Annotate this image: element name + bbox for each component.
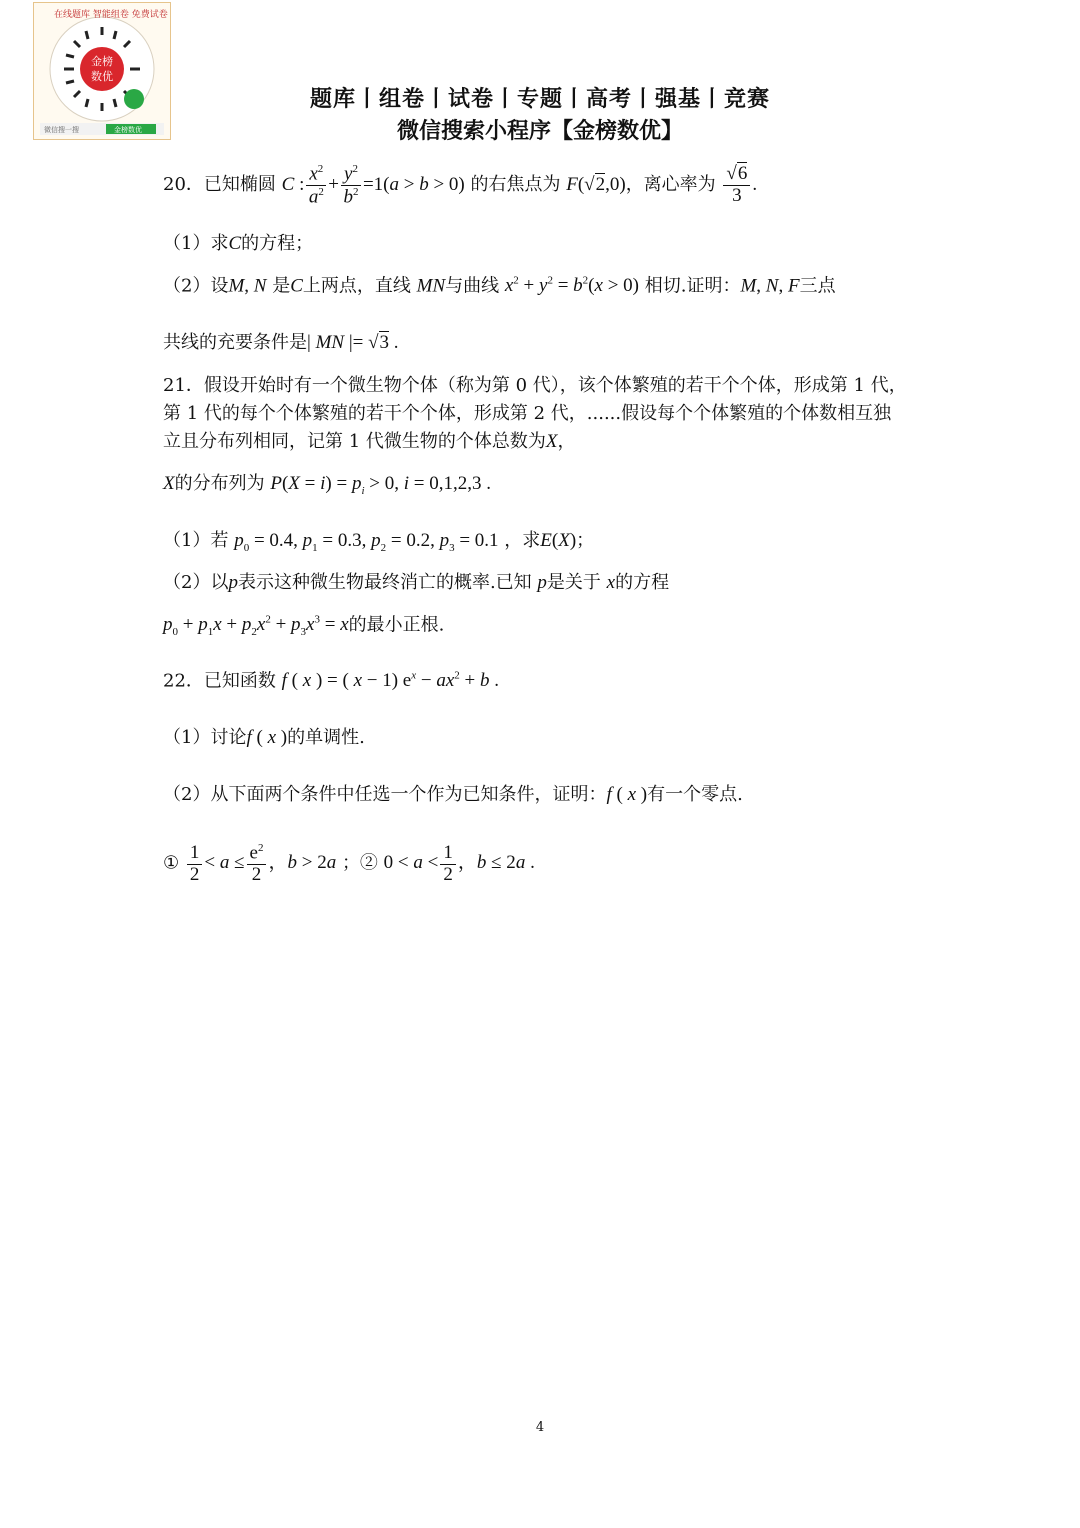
- q22-conditions: ① $\frac{1}{2}$ < a ≤ $\frac{e^2}{2}$ ，b > 2a ；② 0 < a < $\frac{1}{2}$ ，b ≤ 2a .: [163, 841, 535, 886]
- q21-line3: 立且分布列相同，记第 1 代微生物的个体总数为X，: [163, 431, 576, 452]
- q20-part1: （1）求C的方程；: [163, 233, 314, 254]
- logo-search-label: 金榜数优: [114, 126, 142, 134]
- q20-part2-cont: 共线的充要条件是| MN |= √3 .: [163, 332, 399, 353]
- q21-line2: 第 1 代的每个个体繁殖的若干个个体，形成第 2 代，......假设每个个体繁殖的个体数相互独: [163, 403, 892, 424]
- q21-line1: 21．假设开始时有一个微生物个体（称为第 0 代），该个体繁殖的若干个个体，形成第 1 代，: [163, 375, 907, 396]
- q22-stem: 22．已知函数 f ( x ) = ( x − 1) $e^x - ax^2 + b$ .: [163, 670, 499, 692]
- q22-part1: （1）讨论f ( x )的单调性.: [163, 727, 365, 748]
- logo-ring-text: 在线题库 智能组卷 免费试卷: [54, 10, 168, 20]
- q20-part2: （2）设M, N 是C上两点，直线 MN与曲线 $x^2 + y^2 = b^2(x > 0)$ 相切.证明：M, N, F三点: [163, 275, 836, 297]
- header-miniprogram: 微信搜索小程序【金榜数优】: [396, 118, 683, 144]
- q21-part1: （1）若 $p_0 = 0.4$, $p_1 = 0.3$, $p_2 = 0.2$, $p_3 = 0.1$ ，求E(X)；: [163, 530, 595, 554]
- q22-part2: （2）从下面两个条件中任选一个作为已知条件，证明：f ( x )有一个零点.: [163, 784, 743, 805]
- page-number: 4: [535, 1420, 545, 1435]
- logo-center-text-1: 金榜: [91, 55, 113, 68]
- q21-part2: （2）以p表示这种微生物最终消亡的概率.已知 p是关于 x的方程: [163, 572, 670, 593]
- header-categories: 题库丨组卷丨试卷丨专题丨高考丨强基丨竞赛: [309, 86, 770, 112]
- q21-line4: X的分布列为 $P(X = i) = p_i > 0$, i = 0,1,2,3 .: [163, 473, 491, 497]
- q20-stem: 20．已知椭圆 C : $\frac{x^2}{a^2}$ + $\frac{y^2}{b^2}$ =1(a > b > 0) 的右焦点为 F(√2,0)，离心率为 $\frac{√6}{3}$ .: [163, 163, 758, 208]
- logo-bottom-text: 微信搜一搜: [44, 126, 79, 134]
- logo-center-text-2: 数优: [91, 70, 113, 83]
- q21-part2-equation: $p_0 + p_1x + p_2x^2 + p_3x^3 = x$的最小正根.: [163, 614, 445, 639]
